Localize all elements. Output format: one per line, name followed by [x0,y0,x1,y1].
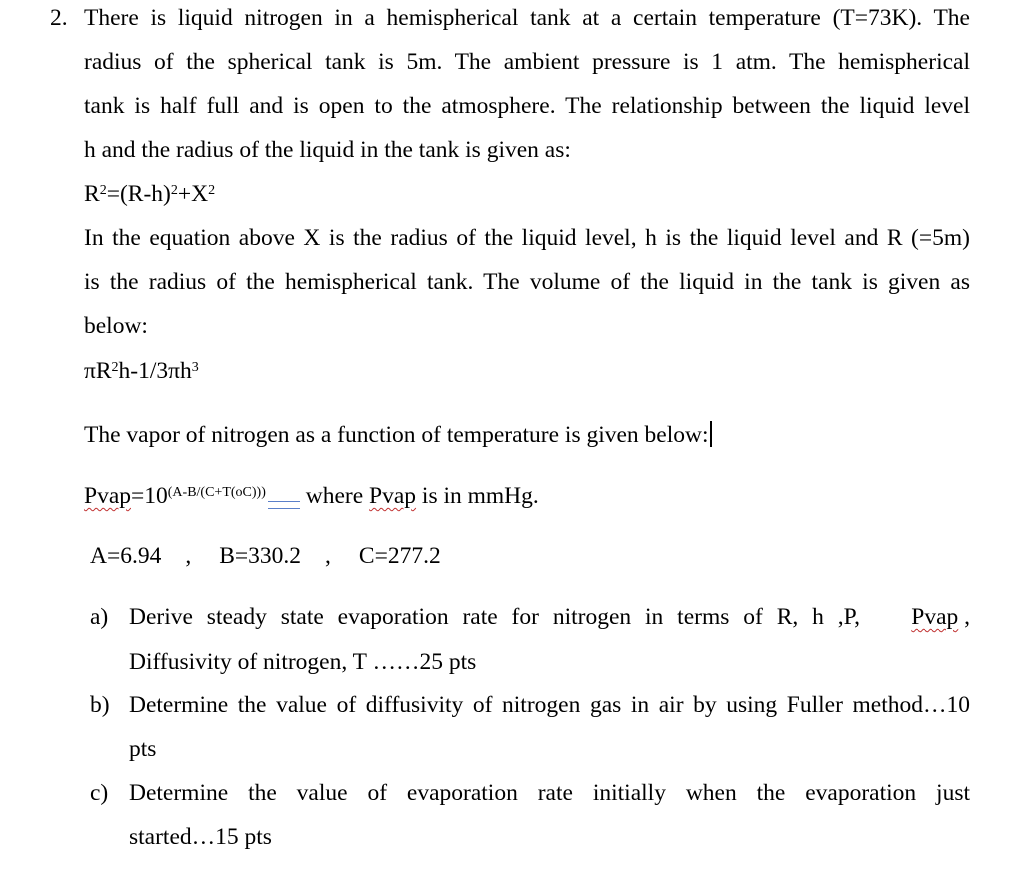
text-cursor [710,421,712,447]
part-a-line-1: Derive steady state evaporation rate for nitrogen in terms of R, h ,P, Pvap , [129,604,970,630]
vapor-line: The vapor of nitrogen as a function of temperature is given below: [84,421,712,449]
part-b-line-1: Determine the value of diffusivity of nitrogen gas in air by using Fuller method…10 [129,692,970,718]
double-underline-mark [268,501,300,509]
intro-line-4: h and the radius of the liquid in the tank is given as: [84,137,571,163]
part-c-label: c) [90,780,109,806]
part-a-line-2: Diffusivity of nitrogen, T ……25 pts [129,649,477,675]
question-number: 2. [50,5,68,31]
part-b-line-2: pts [129,736,157,762]
part-a-label: a) [90,604,109,630]
equation-radius: $R^2=(R-h)^2+X^2$ [84,181,216,207]
part-b-label: b) [90,692,110,718]
intro-line-3: tank is half full and is open to the atmosphere. The relationship between the liquid level [84,93,970,119]
part-c-line-1: Determine the value of evaporation rate initially when the evaporation just [129,780,970,806]
explain-line-3: below: [84,313,148,339]
explain-line-2: is the radius of the hemispherical tank. The volume of the liquid in the tank is given as [84,269,970,295]
intro-line-2: radius of the spherical tank is 5m. The ambient pressure is 1 atm. The hemispherical [84,49,970,75]
explain-line-1: In the equation above X is the radius of the liquid level, h is the liquid level and R (=5m) [84,225,970,251]
part-c-line-2: started…15 pts [129,824,272,850]
constants-line: A=6.94 , B=330.2 , C=277.2 [90,543,441,569]
intro-line-1: There is liquid nitrogen in a hemispherical tank at a certain temperature (T=73K). The [84,5,970,31]
pvap-equation: $Pvap=10^{(A-B/(C+T(oC)))}$ where Pvap is in mmHg. [84,483,539,509]
equation-volume: $\pi R^2h-1/3\pi h^3$ [84,358,199,384]
